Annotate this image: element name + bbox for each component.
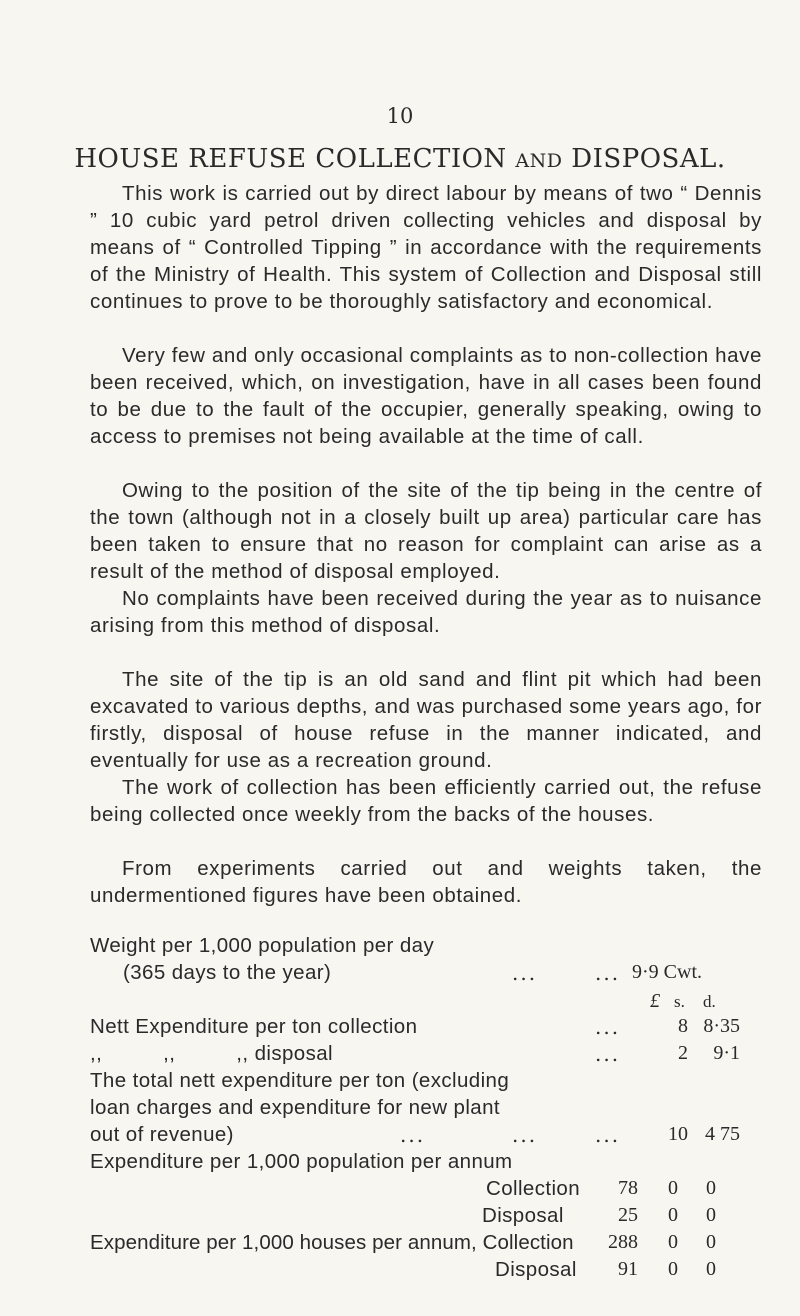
pop-collection-pounds: 78 [618, 1177, 638, 1199]
nett-collection-pence: 8·35 [703, 1015, 740, 1037]
total-label-line-2: loan charges and expenditure for new plant [90, 1096, 500, 1119]
paragraph-6: The work of collection has been efficiently carried out, the refuse being collected once weekly from the backs of the houses. [90, 776, 762, 826]
shillings-header: s. [674, 992, 685, 1011]
leader-dots: ... [512, 1123, 538, 1147]
pence-header: d. [703, 992, 716, 1011]
weight-label-line-2: (365 days to the year) [123, 961, 332, 984]
nett-disposal-pounds: 2 [678, 1042, 688, 1064]
houses-collection-shillings: 0 [668, 1231, 678, 1253]
paragraph-5: The site of the tip is an old sand and flint pit which had been excavated to various depths, and was purchased some years ago, for firstly, disposal of house refuse in the manner indicated, and eventually for use as a recreation ground. [90, 668, 762, 772]
total-pounds: 10 [668, 1123, 688, 1145]
houses-collection-pence: 0 [706, 1231, 716, 1253]
title-part-2: DISPOSAL. [571, 144, 726, 174]
total-label-line-3: out of revenue) [90, 1123, 234, 1146]
paragraph-4: No complaints have been received during the year as to nuisance arising from this method of disposal. [90, 587, 762, 637]
total-label-line-1: The total nett expenditure per ton (excluding [90, 1069, 510, 1092]
pounds-header: £ [650, 990, 660, 1012]
houses-disposal-pounds: 91 [618, 1258, 638, 1280]
houses-collection-label: Expenditure per 1,000 houses per annum, Collection [90, 1231, 574, 1254]
leader-dots: ... [512, 961, 538, 985]
title-and: AND [515, 150, 563, 172]
pop-disposal-pounds: 25 [618, 1204, 638, 1226]
pop-collection-label: Collection [486, 1177, 581, 1200]
leader-dots: ... [400, 1123, 426, 1147]
pop-collection-pence: 0 [706, 1177, 716, 1199]
weight-value: 9·9 Cwt. [632, 961, 702, 983]
paragraph-3: Owing to the position of the site of the tip being in the centre of the town (although not in a closely built up area) particular care has been taken to ensure that no reason for complaint can arise as a result of the method of disposal employed. [90, 479, 762, 583]
pop-label: Expenditure per 1,000 population per annum [90, 1150, 513, 1173]
leader-dots: ... [595, 961, 621, 985]
nett-collection-label: Nett Expenditure per ton collection [90, 1015, 418, 1038]
nett-disposal-label: ,, ,, ,, disposal [90, 1042, 333, 1065]
leader-dots: ... [595, 1042, 621, 1066]
pop-disposal-label: Disposal [482, 1204, 564, 1227]
leader-dots: ... [595, 1123, 621, 1147]
paragraph-2: Very few and only occasional complaints as to non-collection have been received, which, on investigation, have in all cases been found to be due to the fault of the occupier, generally speaking, owing to access to premises not being available at the time of call. [90, 344, 762, 448]
houses-disposal-label: Disposal [495, 1258, 577, 1281]
houses-collection-pounds: 288 [608, 1231, 638, 1253]
weight-label-line-1: Weight per 1,000 population per day [90, 934, 435, 957]
pop-collection-shillings: 0 [668, 1177, 678, 1199]
title-part-1: HOUSE REFUSE COLLECTION [74, 144, 507, 174]
pop-disposal-shillings: 0 [668, 1204, 678, 1226]
nett-collection-pounds: 8 [678, 1015, 688, 1037]
nett-disposal-pence: 9·1 [713, 1042, 740, 1064]
houses-disposal-shillings: 0 [668, 1258, 678, 1280]
houses-disposal-pence: 0 [706, 1258, 716, 1280]
section-title [0, 144, 800, 174]
pop-disposal-pence: 0 [706, 1204, 716, 1226]
total-pence: 4 75 [705, 1123, 740, 1145]
page-number: 10 [386, 104, 414, 128]
leader-dots: ... [595, 1015, 621, 1039]
paragraph-7: From experiments carried out and weights taken, the undermentioned figures have been obtained. [90, 857, 762, 907]
paragraph-1: This work is carried out by direct labour by means of two “ Dennis ” 10 cubic yard petrol driven collecting vehicles and disposal by means of “ Controlled Tipping ” in accordance with the requirements of the Ministry of Health. This system of Collection and Disposal still continues to prove to be thoroughly satisfactory and economical. [90, 182, 762, 313]
